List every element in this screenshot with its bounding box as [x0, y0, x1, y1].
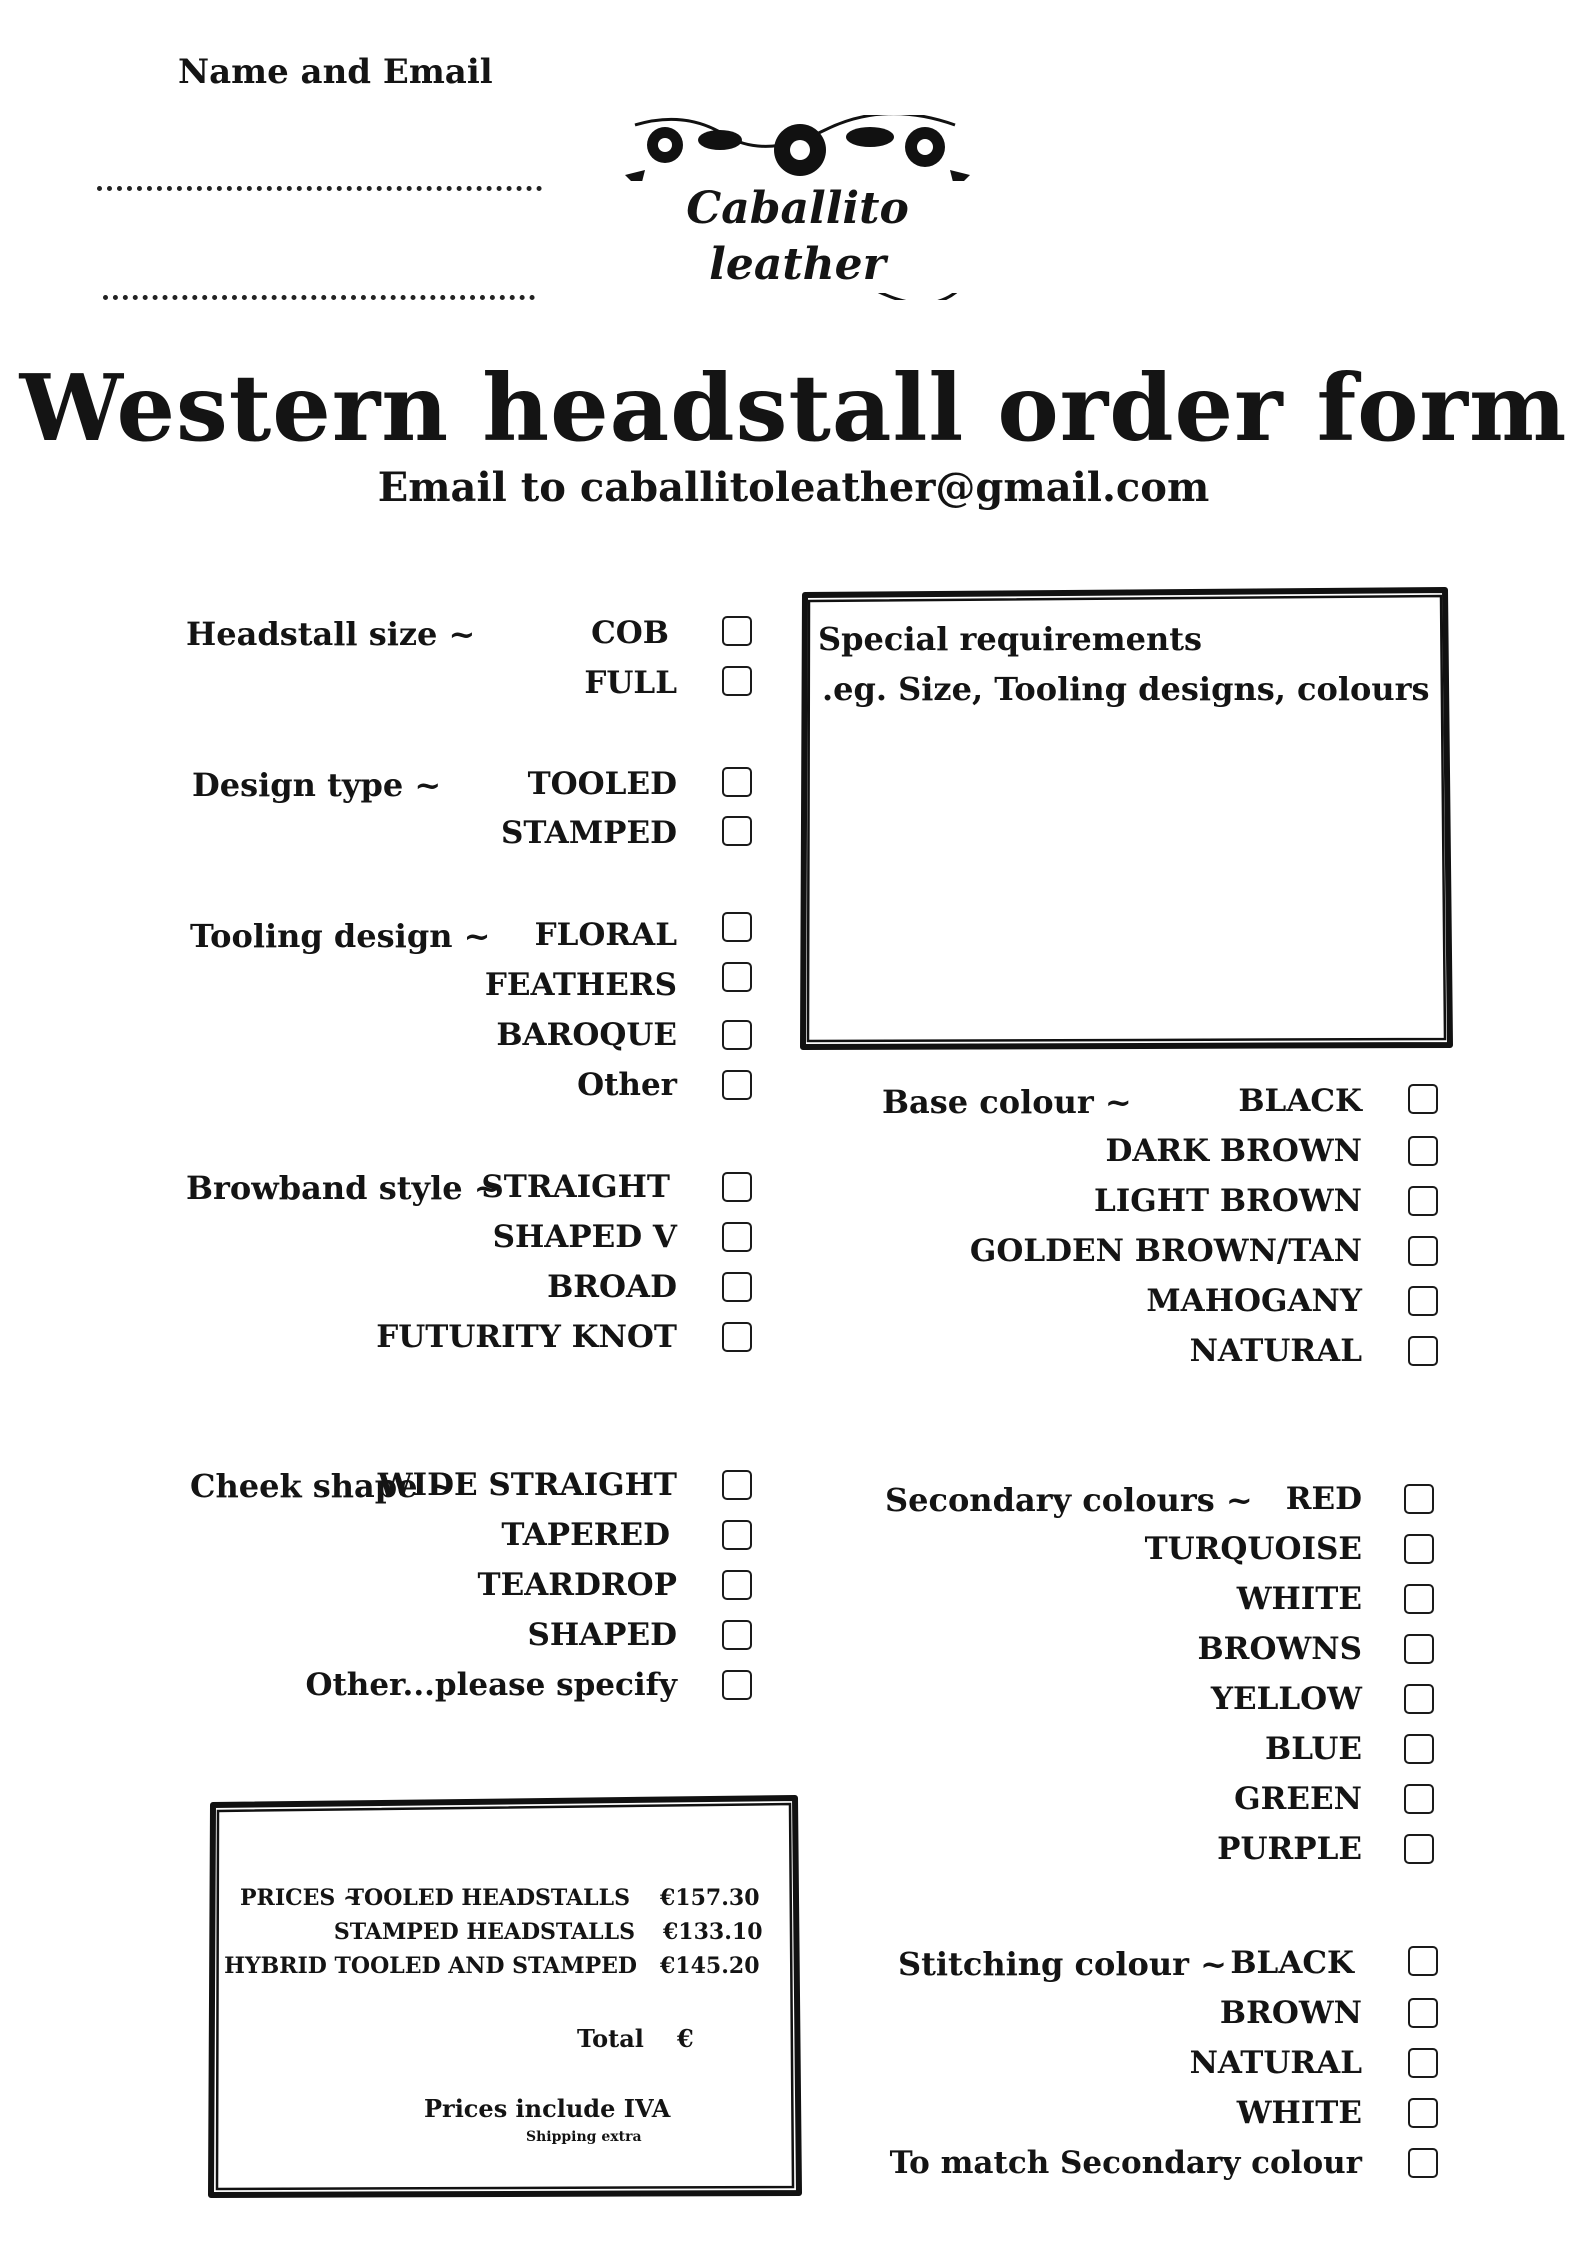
checkbox-stitch-match-secondary[interactable] — [1408, 2148, 1438, 2178]
price-item-value: €157.30 — [660, 1885, 760, 1911]
logo-text: Caballito leather — [625, 181, 970, 293]
checkbox-shaped[interactable] — [722, 1620, 752, 1650]
checkbox-secondary-green[interactable] — [1404, 1784, 1434, 1814]
option-label: YELLOW — [1210, 1681, 1362, 1717]
checkbox-teardrop[interactable] — [722, 1570, 752, 1600]
checkbox-stitch-black[interactable] — [1408, 1946, 1438, 1976]
option-label: BROWNS — [1197, 1631, 1362, 1667]
checkbox-wide-straight[interactable] — [722, 1470, 752, 1500]
email-line[interactable] — [103, 291, 535, 300]
option-label: FUTURITY KNOT — [376, 1319, 677, 1355]
option-label: NATURAL — [1189, 1333, 1362, 1369]
checkbox-cheek-other[interactable] — [722, 1670, 752, 1700]
option-label: TEARDROP — [477, 1567, 677, 1603]
checkbox-base-mahogany[interactable] — [1408, 1286, 1438, 1316]
total-currency[interactable]: € — [677, 2024, 694, 2053]
special-requirements-hint: .eg. Size, Tooling designs, colours — [822, 670, 1430, 708]
option-label: Other...please specify — [305, 1667, 677, 1703]
option-label: RED — [1285, 1481, 1362, 1517]
price-item-name: TOOLED HEADSTALLS — [347, 1885, 630, 1911]
option-label: WHITE — [1236, 1581, 1362, 1617]
page-subtitle: Email to caballitoleather@gmail.com — [377, 464, 1210, 511]
special-requirements-title: Special requirements — [818, 620, 1203, 658]
page-title: Western headstall order form — [19, 354, 1568, 462]
option-label: To match Secondary colour — [889, 2145, 1362, 2181]
option-label: BROAD — [547, 1269, 677, 1305]
checkbox-shaped-v[interactable] — [722, 1222, 752, 1252]
checkbox-broad[interactable] — [722, 1272, 752, 1302]
option-label: BROWN — [1219, 1995, 1362, 2031]
shipping-note: Shipping extra — [526, 2129, 642, 2145]
checkbox-tapered[interactable] — [722, 1520, 752, 1550]
option-label: SHAPED — [527, 1617, 677, 1653]
option-label: STRAIGHT — [481, 1169, 670, 1205]
checkbox-baroque[interactable] — [722, 1020, 752, 1050]
checkbox-cob[interactable] — [722, 616, 752, 646]
option-label: SHAPED V — [492, 1219, 677, 1255]
prices-box — [205, 1793, 805, 2203]
option-label: FLORAL — [534, 917, 677, 953]
checkbox-base-light-brown[interactable] — [1408, 1186, 1438, 1216]
option-label: PURPLE — [1217, 1831, 1362, 1867]
checkbox-feathers[interactable] — [722, 962, 752, 992]
option-label: TAPERED — [501, 1517, 670, 1553]
checkbox-tooling-other[interactable] — [722, 1070, 752, 1100]
price-item-name: STAMPED HEADSTALLS — [333, 1919, 635, 1945]
option-label: TURQUOISE — [1144, 1531, 1362, 1567]
checkbox-secondary-yellow[interactable] — [1404, 1684, 1434, 1714]
secondary-colours-label: Secondary colours ~ — [885, 1481, 1253, 1519]
option-label: BLACK — [1238, 1083, 1362, 1119]
cheek-shape-label: Cheek shape ~ — [190, 1467, 456, 1505]
checkbox-secondary-turquoise[interactable] — [1404, 1534, 1434, 1564]
option-label: Other — [577, 1067, 677, 1103]
checkbox-base-black[interactable] — [1408, 1084, 1438, 1114]
total-label: Total — [577, 2024, 644, 2053]
iva-note: Prices include IVA — [424, 2094, 671, 2123]
option-label: LIGHT BROWN — [1093, 1183, 1362, 1219]
checkbox-secondary-blue[interactable] — [1404, 1734, 1434, 1764]
option-label: WIDE STRAIGHT — [377, 1467, 677, 1503]
name-line[interactable] — [97, 182, 542, 191]
checkbox-full[interactable] — [722, 666, 752, 696]
checkbox-floral[interactable] — [722, 912, 752, 942]
option-label: STAMPED — [501, 815, 677, 851]
checkbox-secondary-purple[interactable] — [1404, 1834, 1434, 1864]
option-label: FULL — [584, 665, 677, 701]
price-item-name: HYBRID TOOLED AND STAMPED — [224, 1953, 637, 1979]
option-label: WHITE — [1236, 2095, 1362, 2131]
checkbox-base-golden-brown[interactable] — [1408, 1236, 1438, 1266]
option-label: DARK BROWN — [1105, 1133, 1362, 1169]
checkbox-secondary-white[interactable] — [1404, 1584, 1434, 1614]
tooling-design-label: Tooling design ~ — [190, 917, 491, 955]
option-label: TOOLED — [527, 766, 677, 802]
option-label: BAROQUE — [496, 1017, 677, 1053]
checkbox-secondary-red[interactable] — [1404, 1484, 1434, 1514]
checkbox-straight[interactable] — [722, 1172, 752, 1202]
checkbox-base-natural[interactable] — [1408, 1336, 1438, 1366]
checkbox-base-dark-brown[interactable] — [1408, 1136, 1438, 1166]
prices-label: PRICES ~ — [240, 1885, 362, 1911]
checkbox-secondary-browns[interactable] — [1404, 1634, 1434, 1664]
option-label: BLACK — [1230, 1945, 1354, 1981]
option-label: COB — [591, 615, 669, 651]
stitching-colour-label: Stitching colour ~ — [898, 1945, 1227, 1983]
design-type-label: Design type ~ — [192, 766, 442, 804]
option-label: FEATHERS — [484, 967, 677, 1003]
checkbox-stitch-white[interactable] — [1408, 2098, 1438, 2128]
checkbox-stitch-brown[interactable] — [1408, 1998, 1438, 2028]
name-email-label: Name and Email — [178, 52, 493, 92]
option-label: NATURAL — [1189, 2045, 1362, 2081]
price-item-value: €145.20 — [660, 1953, 760, 1979]
option-label: BLUE — [1265, 1731, 1362, 1767]
price-item-value: €133.10 — [663, 1919, 763, 1945]
checkbox-stitch-natural[interactable] — [1408, 2048, 1438, 2078]
checkbox-futurity-knot[interactable] — [722, 1322, 752, 1352]
checkbox-tooled[interactable] — [722, 767, 752, 797]
browband-style-label: Browband style ~ — [186, 1169, 501, 1207]
logo — [625, 115, 970, 300]
base-colour-label: Base colour ~ — [882, 1083, 1132, 1121]
option-label: GOLDEN BROWN/TAN — [969, 1233, 1362, 1269]
checkbox-stamped[interactable] — [722, 816, 752, 846]
option-label: MAHOGANY — [1146, 1283, 1362, 1319]
headstall-size-label: Headstall size ~ — [186, 615, 476, 653]
option-label: GREEN — [1234, 1781, 1362, 1817]
